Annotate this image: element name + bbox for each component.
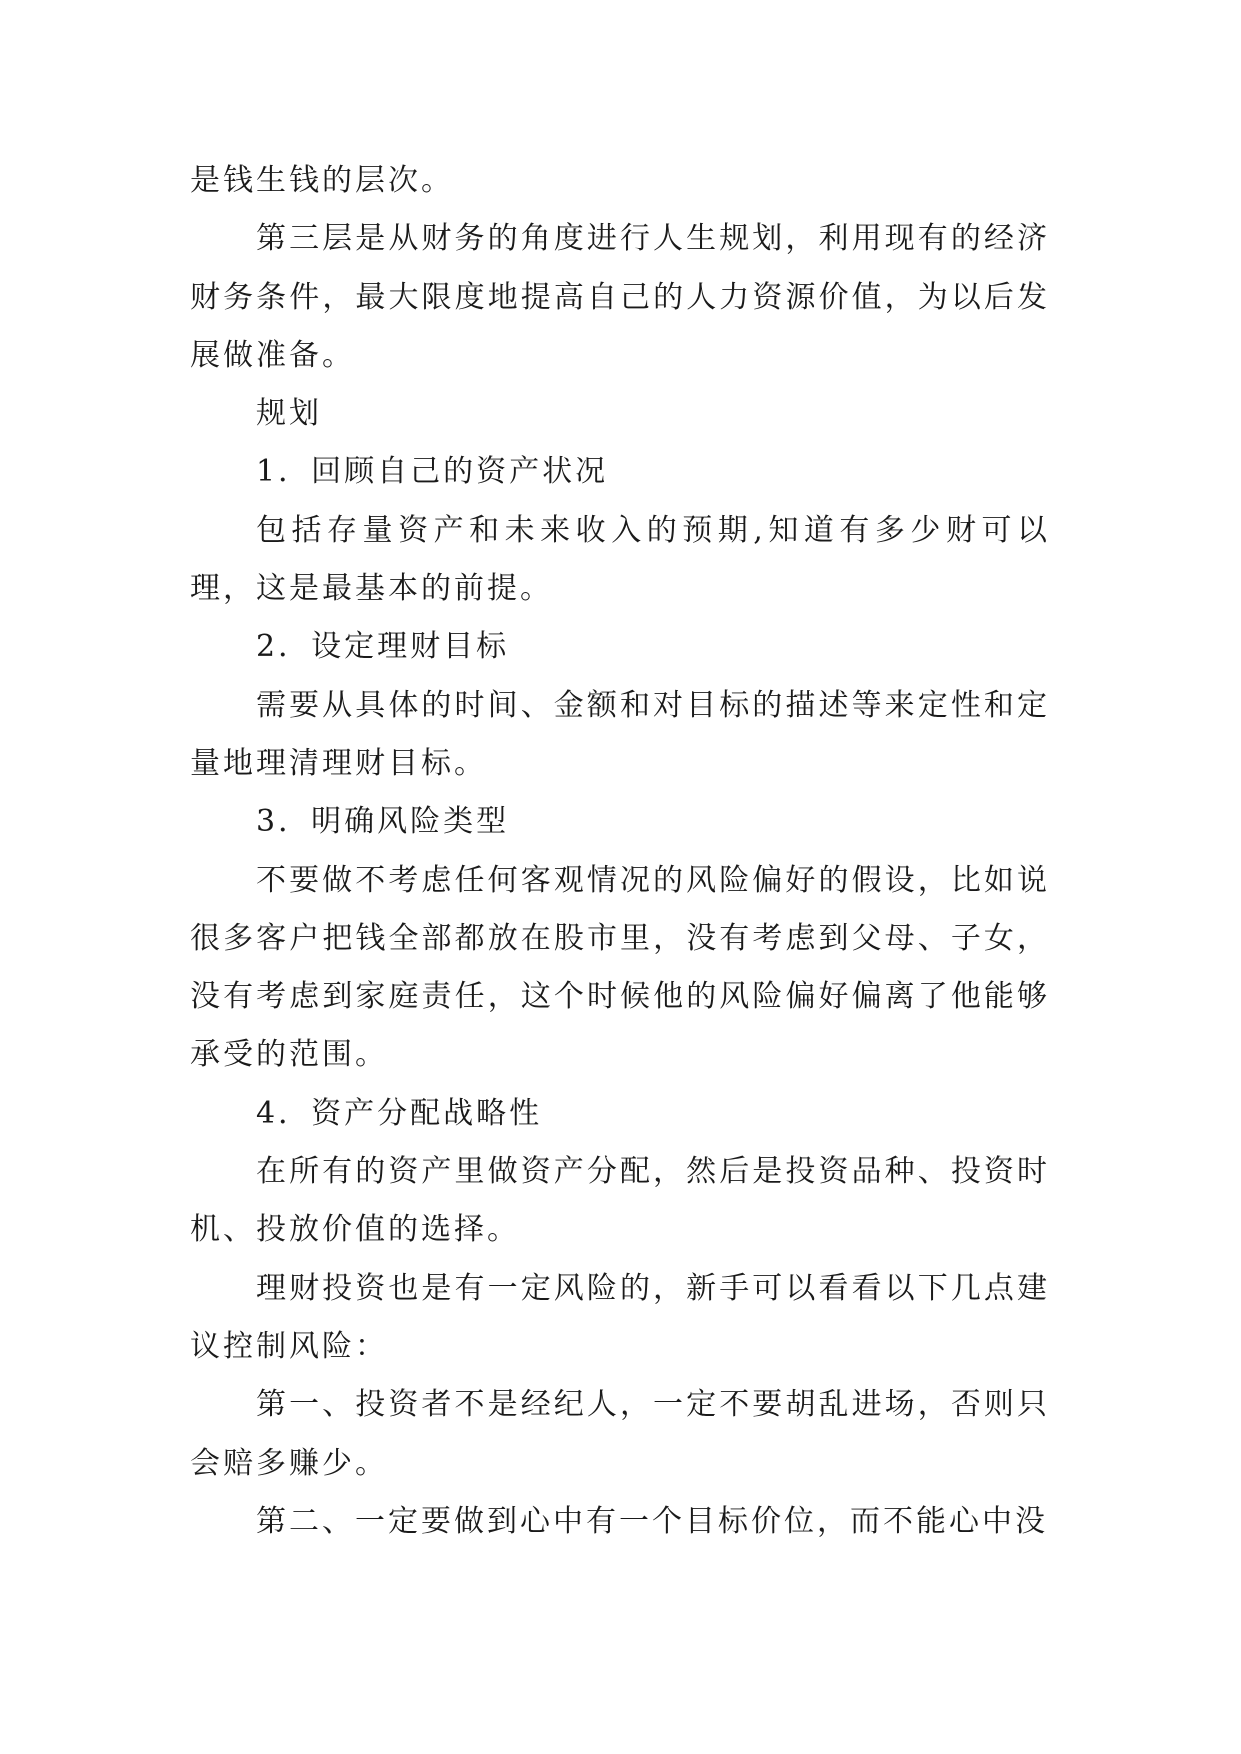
section-heading-planning: 规划	[256, 396, 322, 432]
paragraph-item-2: 需要从具体的时间、金额和对目标的描述等来定性和定量地理清理财目标。	[190, 687, 1050, 781]
paragraph-tip-2: 第二、一定要做到心中有一个目标价位，而不能心中没	[256, 1503, 1048, 1539]
paragraph-item-1: 包括存量资产和未来收入的预期,知道有多少财可以理，这是最基本的前提。	[190, 512, 1050, 607]
paragraph-tip-1: 第一、投资者不是经纪人，一定不要胡乱进场，否则只会赔多赚少。	[190, 1387, 1050, 1481]
paragraph-third-layer: 第三层是从财务的角度进行人生规划，利用现有的经济财务条件，最大限度地提高自己的人力资源价值，为以后发展做准备。	[190, 221, 1050, 373]
list-heading-3: 3．明确风险类型	[256, 804, 510, 840]
list-heading-2: 2．设定理财目标	[256, 629, 510, 665]
paragraph-risk-intro: 理财投资也是有一定风险的，新手可以看看以下几点建议控制风险：	[190, 1270, 1050, 1364]
document-body	[190, 152, 1050, 1551]
list-heading-4: 4．资产分配战略性	[256, 1095, 543, 1131]
list-heading-1: 1．回顾自己的资产状况	[256, 454, 609, 490]
paragraph-continuation: 是钱生钱的层次。	[190, 163, 454, 198]
paragraph-item-4: 在所有的资产里做资产分配，然后是投资品种、投资时机、投放价值的选择。	[190, 1154, 1050, 1248]
paragraph-item-3: 不要做不考虑任何客观情况的风险偏好的假设，比如说很多客户把钱全部都放在股市里，没有考虑到父母、子女，没有考虑到家庭责任，这个时候他的风险偏好偏离了他能够承受的范围。	[190, 862, 1050, 1073]
